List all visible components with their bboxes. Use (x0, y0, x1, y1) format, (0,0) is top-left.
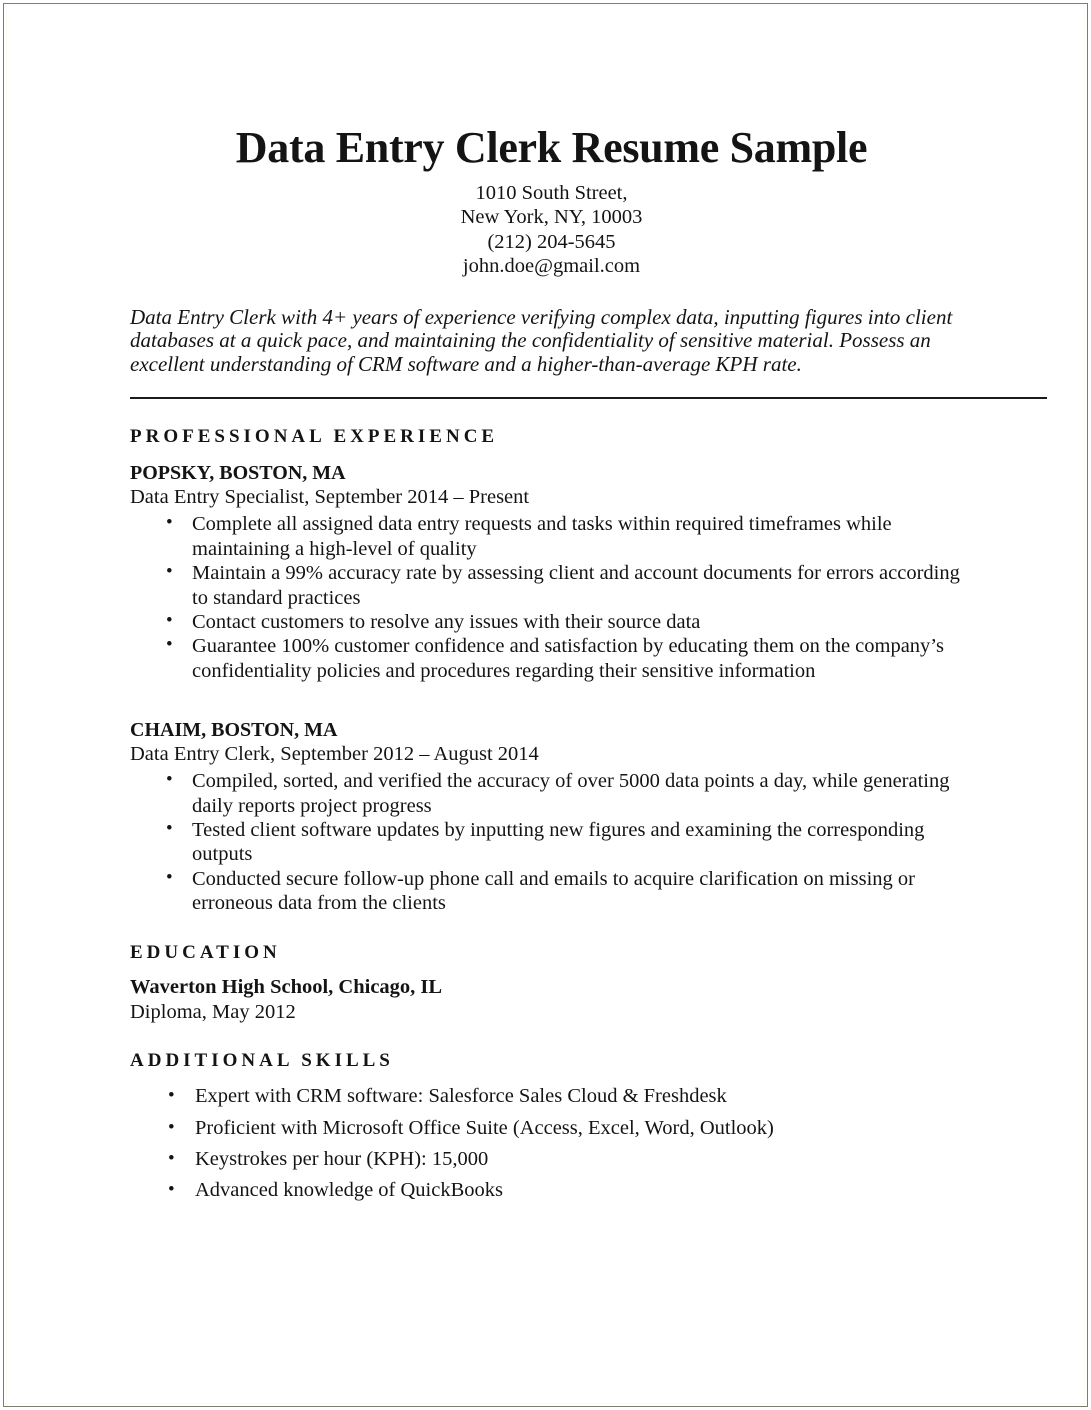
list-item: • Contact customers to resolve any issues with their source data (130, 610, 973, 634)
education-school: Waverton High School, Chicago, IL (130, 976, 443, 999)
list-item: • Expert with CRM software: Salesforce Sales Cloud & Freshdesk (130, 1081, 973, 1112)
contact-phone: (212) 204-5645 (487, 230, 616, 253)
list-item: • Advanced knowledge of QuickBooks (130, 1175, 973, 1206)
section-heading-education: EDUCATION (130, 941, 281, 963)
section-heading-experience: PROFESSIONAL EXPERIENCE (130, 426, 499, 448)
professional-summary: Data Entry Clerk with 4+ years of experience verifying complex data, inputting figures into client databases at a quick pace, and maintaining the confidentiality of sensitive material. Possess an excellent understanding of CRM software and a higher-than-average KPH rate. (130, 304, 953, 376)
education-degree: Diploma, May 2012 (130, 1001, 296, 1024)
section-heading-skills: ADDITIONAL SKILLS (130, 1050, 394, 1072)
list-item: • Complete all assigned data entry requests and tasks within required timeframes while maintaining a high-level of quality (130, 512, 973, 561)
contact-address-street: 1010 South Street, (475, 182, 628, 204)
list-item: • Keystrokes per hour (KPH): 15,000 (130, 1144, 973, 1175)
job-bullet-list (130, 512, 973, 683)
education-entry (130, 975, 973, 1025)
job-bullet-list (130, 769, 973, 915)
list-item: • Conducted secure follow-up phone call and emails to acquire clarification on missing or erroneous data from the clients (130, 867, 973, 916)
experience-entry-popsky (130, 461, 973, 683)
contact-email: john.doe@gmail.com (462, 255, 641, 278)
list-item: • Compiled, sorted, and verified the accuracy of over 5000 data points a day, while generating daily reports project progress (130, 769, 973, 818)
list-item: • Proficient with Microsoft Office Suite (Access, Excel, Word, Outlook) (130, 1113, 973, 1144)
contact-address-city: New York, NY, 10003 (460, 206, 643, 229)
list-item: • Maintain a 99% accuracy rate by assessing client and account documents for errors according to standard practices (130, 561, 973, 610)
list-item: • Guarantee 100% customer confidence and satisfaction by educating them on the company’s confidentiality policies and procedures regarding their sensitive information (130, 634, 973, 683)
job-company: POPSKY, BOSTON, MA (130, 462, 346, 485)
job-role: Data Entry Clerk, September 2012 – August 2014 (130, 743, 539, 766)
skills-bullet-list (130, 1081, 973, 1206)
job-company: CHAIM, BOSTON, MA (130, 719, 338, 742)
list-item: • Tested client software updates by inputting new figures and examining the corresponding outputs (130, 818, 973, 867)
page-title: Data Entry Clerk Resume Sample (235, 123, 868, 172)
experience-entry-chaim (130, 718, 973, 915)
job-role: Data Entry Specialist, September 2014 – Present (130, 486, 530, 509)
contact-block (130, 181, 973, 279)
